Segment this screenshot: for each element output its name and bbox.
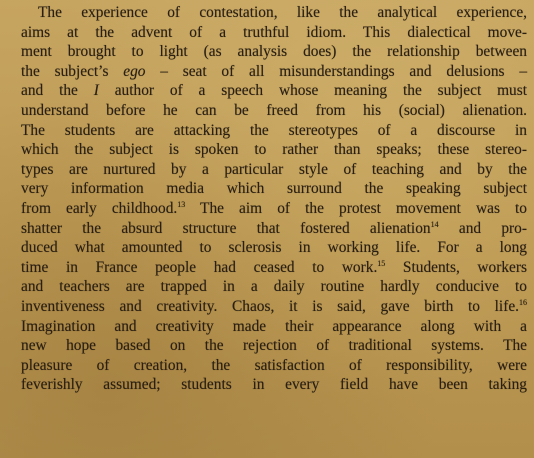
text-line [21,42,527,62]
footnote-ref: 15 [377,258,386,268]
text-line [21,62,527,82]
text-line [21,375,527,395]
text-segment: and pro- [438,219,527,237]
text-segment: ment brought to light (as analysis does) the relationship between [21,43,527,61]
footnote-ref: 16 [519,297,527,307]
text-line [21,121,527,141]
text-segment: which the subject is spoken to rather than speaks; these stereo- [21,141,527,159]
text-line [21,179,527,199]
text-segment: Imagination and creativity made their appearance along with a [21,317,527,335]
italic-term: I [93,82,99,100]
text-segment: Students, workers [385,258,527,276]
text-line [21,199,527,219]
text-line [21,356,527,376]
text-segment: inventiveness and creativity. Chaos, it is said, gave birth to life. [21,297,519,315]
text-line [21,3,527,23]
text-segment: author of a speech whose meaning the subject must [98,82,527,100]
text-segment: feverishly assumed; students in every field have been taking [21,376,527,394]
text-line [21,101,527,121]
text-segment: The students are attacking the stereotypes of a discourse in [21,121,527,139]
footnote-ref: 13 [177,199,186,209]
text-line [21,140,527,160]
text-line [21,277,527,297]
text-line [21,258,527,278]
text-segment: new hope based on the rejection of traditional systems. The [21,337,527,355]
text-line [21,160,527,180]
text-segment: very information media which surround the speaking subject [21,180,527,198]
text-line [21,81,527,101]
text-segment: duced what amounted to sclerosis in working life. For a long [21,239,527,257]
text-segment: and the [21,82,94,100]
text-segment: time in France people had ceased to work. [21,258,378,276]
text-segment: pleasure of creation, the satisfaction of responsibility, were [21,356,527,374]
text-line [21,238,527,258]
footnote-ref: 14 [430,219,439,229]
text-line [21,297,527,317]
text-line [21,336,527,356]
text-segment: shatter the absurd structure that fostered alienation [21,219,431,237]
text-segment: and teachers are trapped in a daily routine hardly conducive to [21,278,527,296]
text-segment: – seat of all misunderstandings and delusions – [145,62,528,80]
text-line [21,23,527,43]
text-segment: The experience of contestation, like the analytical experience, [38,4,527,21]
text-segment: types are nurtured by a particular style of teaching and by the [21,160,527,178]
text-line [21,219,527,239]
italic-term: ego [123,62,146,80]
paragraph-body [21,3,527,395]
text-segment: the subject’s [21,62,124,80]
text-segment: aims at the advent of a truthful idiom. This dialectical move- [21,23,527,41]
text-segment: understand before he can be freed from his (social) alienation. [21,101,527,119]
text-segment: The aim of the protest movement was to [185,199,527,217]
text-line [21,317,527,337]
text-segment: from early childhood. [21,199,178,217]
